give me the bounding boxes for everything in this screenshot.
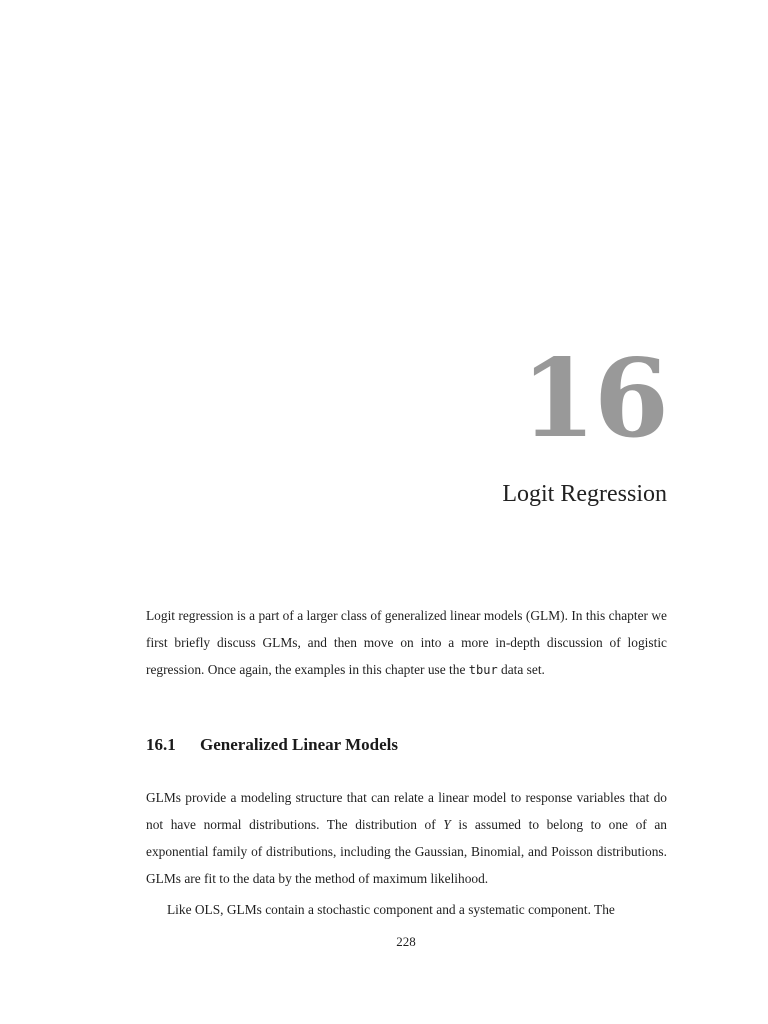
glm-text-2: is assumed to belong to one of an exponential family of distributions, including the Gaussian, Binomial, and Poisson distributions. GLMs are fit to the data by the method of maximum likelihood. xyxy=(146,817,667,886)
intro-text-2: data set. xyxy=(497,662,545,677)
glm-text-1: GLMs provide a modeling structure that can relate a linear model to response variables that do not have normal distributions. The distribution of xyxy=(146,790,667,832)
glm-paragraph-2: Like OLS, GLMs contain a stochastic component and a systematic component. The xyxy=(167,902,615,917)
section-number: 16.1 xyxy=(146,735,176,754)
page-number: 228 xyxy=(396,934,416,949)
section-title: Generalized Linear Models xyxy=(200,735,398,754)
dataset-name: tbur xyxy=(468,663,498,677)
chapter-number: 16 xyxy=(520,336,667,462)
glm-paragraph-1 xyxy=(146,784,667,892)
intro-text-1: Logit regression is a part of a larger class of generalized linear models (GLM). In this chapter we first briefly discuss GLMs, and then move on into a more in-depth discussion of logistic regression. Once again, the examples in this chapter use the xyxy=(146,608,667,677)
variable-y: Y xyxy=(443,817,451,832)
section-heading xyxy=(146,735,398,755)
intro-paragraph xyxy=(146,602,667,684)
chapter-title: Logit Regression xyxy=(502,481,667,507)
